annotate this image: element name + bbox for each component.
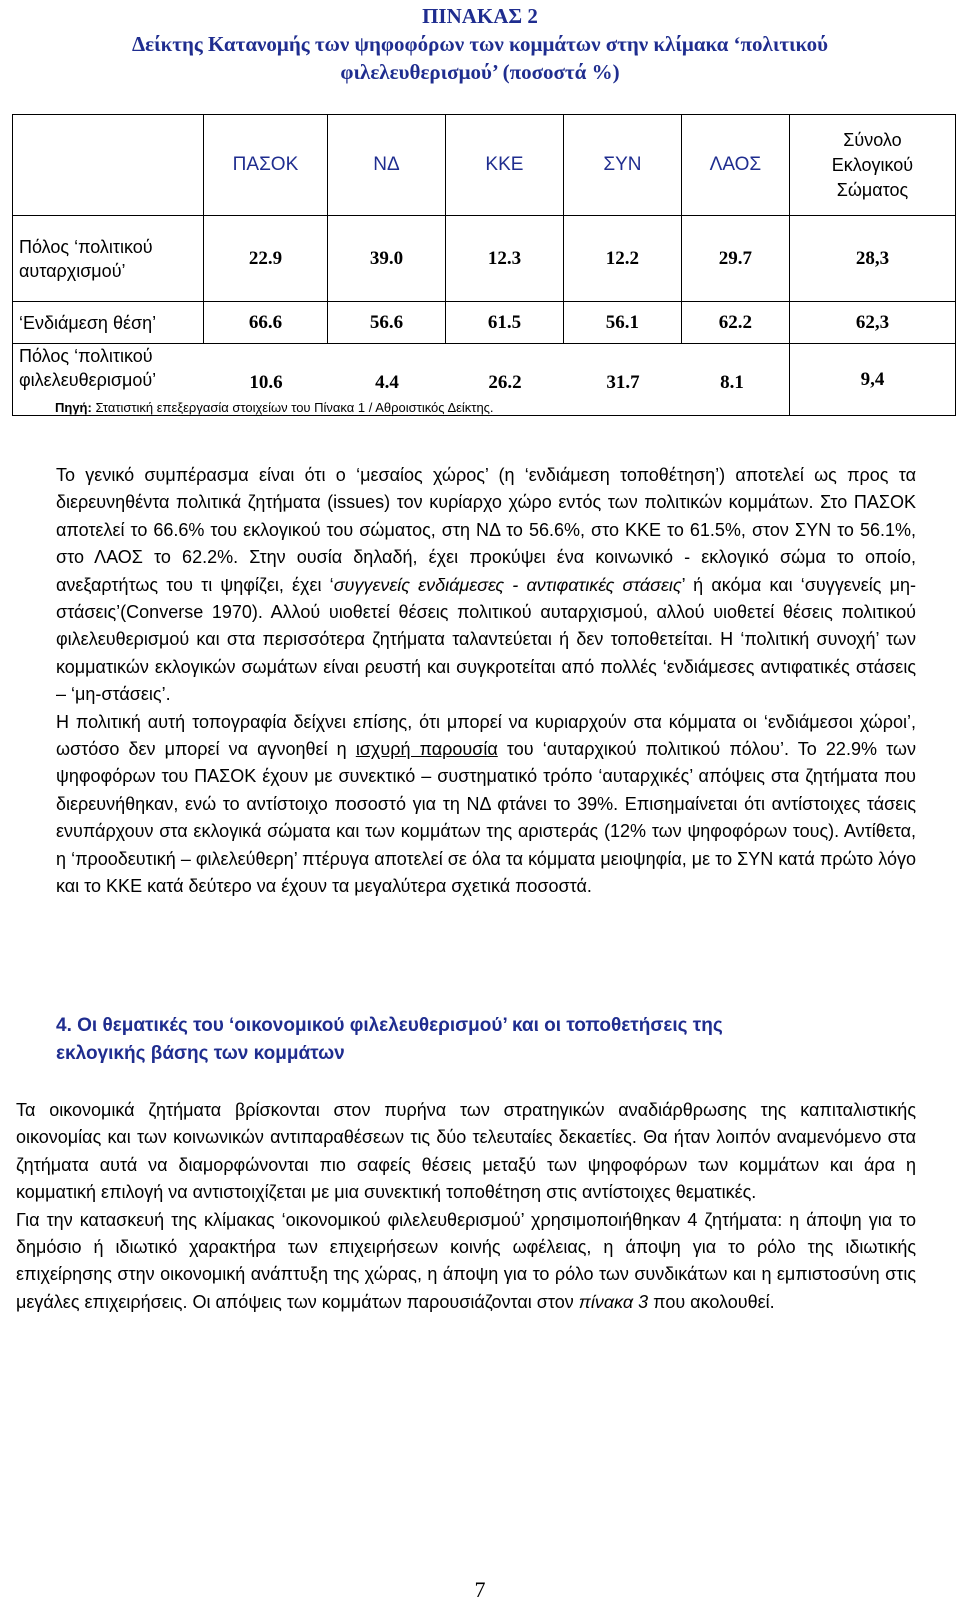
section-heading-line1: 4. Οι θεματικές του ‘οικονομικού φιλελευθερισμού’ και οι τοποθετήσεις της <box>56 1015 723 1036</box>
header-total <box>789 115 955 216</box>
empty-corner-cell <box>13 115 204 216</box>
value-cell: 56.6 <box>327 302 445 344</box>
row-label-line1: Πόλος ‘πολιτικού <box>19 346 153 366</box>
table-source <box>13 394 789 415</box>
body-paragraph-1 <box>56 462 916 901</box>
italic-phrase: πίνακα 3 <box>578 1291 649 1312</box>
table-title: ΠΙΝΑΚΑΣ 2 <box>422 4 538 28</box>
table-row <box>13 302 956 344</box>
header-total-line3: Σώματος <box>836 179 909 200</box>
table-row <box>13 344 956 416</box>
row-label <box>13 216 204 302</box>
table-row <box>13 216 956 302</box>
row-label-line1: Πόλος ‘πολιτικού <box>19 236 153 257</box>
source-text: Στατιστική επεξεργασία στοιχείων του Πίνακα 1 / Αθροιστικός Δείκτης. <box>91 400 494 415</box>
value-cell: 12.3 <box>445 216 563 302</box>
header-pasok: ΠΑΣΟΚ <box>203 115 327 216</box>
value-cell: 29.7 <box>681 216 789 302</box>
results-table <box>12 114 956 416</box>
value-cell: 31.7 <box>606 372 640 393</box>
table-header-row <box>13 115 956 216</box>
row-label-line2: φιλελευθερισμού’ <box>19 370 157 390</box>
paragraph-text: ’ ή ακόμα και ‘συγγενείς μη-στάσεις’(Converse 1970). Αλλού υιοθετεί θέσεις πολιτικού αυταρχισμού, αλλού υιοθετεί θέσεις πολιτικού φιλελευθερισμού και στα περισσότερα ζητήματα ταλαντεύεται ή δεν τοποθετείται. Η ‘πολιτική συνοχή’ των κομματικών εκλογικών σωμάτων είναι ρευστή και συγκροτείται από πολλές ‘ενδιάμεσες αντιφατικές στάσεις – ‘μη-στάσεις’. <box>56 574 916 705</box>
table-subtitle-line1: Δείκτης Κατανομής των ψηφοφόρων των κομμάτων στην κλίμακα ‘πολιτικού <box>131 32 829 56</box>
row-label <box>13 344 204 394</box>
value-cell: 4.4 <box>375 372 399 393</box>
value-cell: 8.1 <box>720 372 744 393</box>
table-subtitle-line2: φιλελευθερισμού’ (ποσοστά %) <box>340 60 620 84</box>
row-label: ‘Ενδιάμεση θέση’ <box>13 302 204 344</box>
body-paragraph-3 <box>16 1097 916 1316</box>
paragraph-text: του ‘αυταρχικού πολιτικού πόλου’. Το 22.9% των ψηφοφόρων του ΠΑΣΟΚ έχουν με συνεκτικό – συστηματικό τρόπο ‘αυταρχικές’ απόψεις στα ζητήματα που διερευνήθηκαν, ενώ το αντίστοιχο ποσοστό για τη ΝΔ φτάνει το 39%. Επισημαίνεται ότι αντίστοιχες τάσεις ενυπάρχουν στα εκλογικά σώματα και των κομμάτων της αριστεράς (12% των ψηφοφόρων τους). Αντίθετα, η ‘προοδευτική – φιλελεύθερη’ πτέρυγα αποτελεί σε όλα τα κόμματα μειοψηφία, με το ΣΥΝ κατά πρώτο λόγο και το ΚΚΕ κατά δεύτερο να έχουν τα μεγαλύτερα σχετικά ποσοστά. <box>56 739 916 897</box>
value-cell: 61.5 <box>445 302 563 344</box>
paragraph-text: που ακολουθεί. <box>648 1291 775 1312</box>
value-cell: 10.6 <box>249 372 283 393</box>
header-nd: ΝΔ <box>327 115 445 216</box>
paragraph-text: Το γενικό συμπέρασμα είναι ότι ο ‘μεσαίος χώρος’ (η ‘ενδιάμεση τοποθέτηση’) αποτελεί ως προς τα διερευνηθέντα πολιτικά ζητήματα (issues) τον κυρίαρχο χώρο εντός των πολιτικών κομμάτων. Στο ΠΑΣΟΚ αποτελεί το 66.6% του εκλογικού του σώματος, στη ΝΔ το 56.6%, στο ΚΚΕ το 61.5%, στον ΣΥΝ το 56.1%, στο ΛΑΟΣ το 62.2%. Στην ουσία δηλαδή, έχει προκύψει ένα κοινωνικό - εκλογικό σώμα το οποίο, ανεξαρτήτως του τι ψηφίζει, έχει ‘ <box>56 465 916 595</box>
last-row-merged-cell <box>13 344 790 416</box>
header-total-line2: Εκλογικού <box>831 154 914 175</box>
underlined-phrase: ισχυρή παρουσία <box>355 739 498 760</box>
total-cell: 62,3 <box>789 302 955 344</box>
row-label-line2: αυταρχισμού’ <box>19 260 126 281</box>
paragraph-text: Η πολιτική αυτή τοπογραφία δείχνει επίσης, ότι μπορεί να κυριαρχούν στα κόμματα οι ‘ενδιάμεσοι χώροι’, ωστόσο δεν μπορεί να αγνοηθεί η <box>56 711 916 760</box>
source-label: Πηγή: <box>55 400 92 415</box>
header-kke: ΚΚΕ <box>445 115 563 216</box>
paragraph-text: Για την κατασκευή της κλίμακας ‘οικονομικού φιλελευθερισμού’ χρησιμοποιήθηκαν 4 ζητήματα: η άποψη για το δημόσιο ή ιδιωτικό χαρακτήρα των επιχειρήσεων κοινής ωφέλειας, η άποψη για το ρόλο της ιδιωτικής επιχείρησης στην οικονομική ανάπτυξη της χώρας, η άποψη για το ρόλο των συνδικάτων και η εμπιστοσύνη στις μεγάλες επιχειρήσεις. Οι απόψεις των κομμάτων παρουσιάζονται στον <box>16 1209 916 1312</box>
value-cell: 12.2 <box>563 216 681 302</box>
value-cell: 39.0 <box>327 216 445 302</box>
paragraph-text: Τα οικονομικά ζητήματα βρίσκονται στον πυρήνα των στρατηγικών αναδιάρθρωσης της καπιταλιστικής οικονομίας και των κοινωνικών αντιπαραθέσεων τις δύο τελευταίες δεκαετίες. Θα ήταν λοιπόν αναμενόμενο στα ζητήματα αυτά να διαμορφώνονται πιο σαφείς θέσεις μεταξύ των ψηφοφόρων των κομμάτων και άρα η κομματική επιλογή να αντιστοιχίζεται με μια συνεκτική τοποθέτηση στις αντίστοιχες θεματικές. <box>16 1100 916 1203</box>
italic-phrase: συγγενείς ενδιάμεσες - αντιφατικές στάσεις <box>333 574 682 595</box>
section-heading <box>56 1012 916 1068</box>
value-cell: 22.9 <box>203 216 327 302</box>
header-laos: ΛΑΟΣ <box>681 115 789 216</box>
total-cell: 9,4 <box>789 344 955 416</box>
value-cell: 62.2 <box>681 302 789 344</box>
value-cell: 26.2 <box>488 372 522 393</box>
header-total-line1: Σύνολο <box>843 129 902 150</box>
section-heading-line2: εκλογικής βάσης των κομμάτων <box>56 1043 345 1064</box>
total-cell: 28,3 <box>789 216 955 302</box>
value-cell: 56.1 <box>563 302 681 344</box>
header-syn: ΣΥΝ <box>563 115 681 216</box>
page-number: 7 <box>474 1577 486 1602</box>
value-cell: 66.6 <box>203 302 327 344</box>
